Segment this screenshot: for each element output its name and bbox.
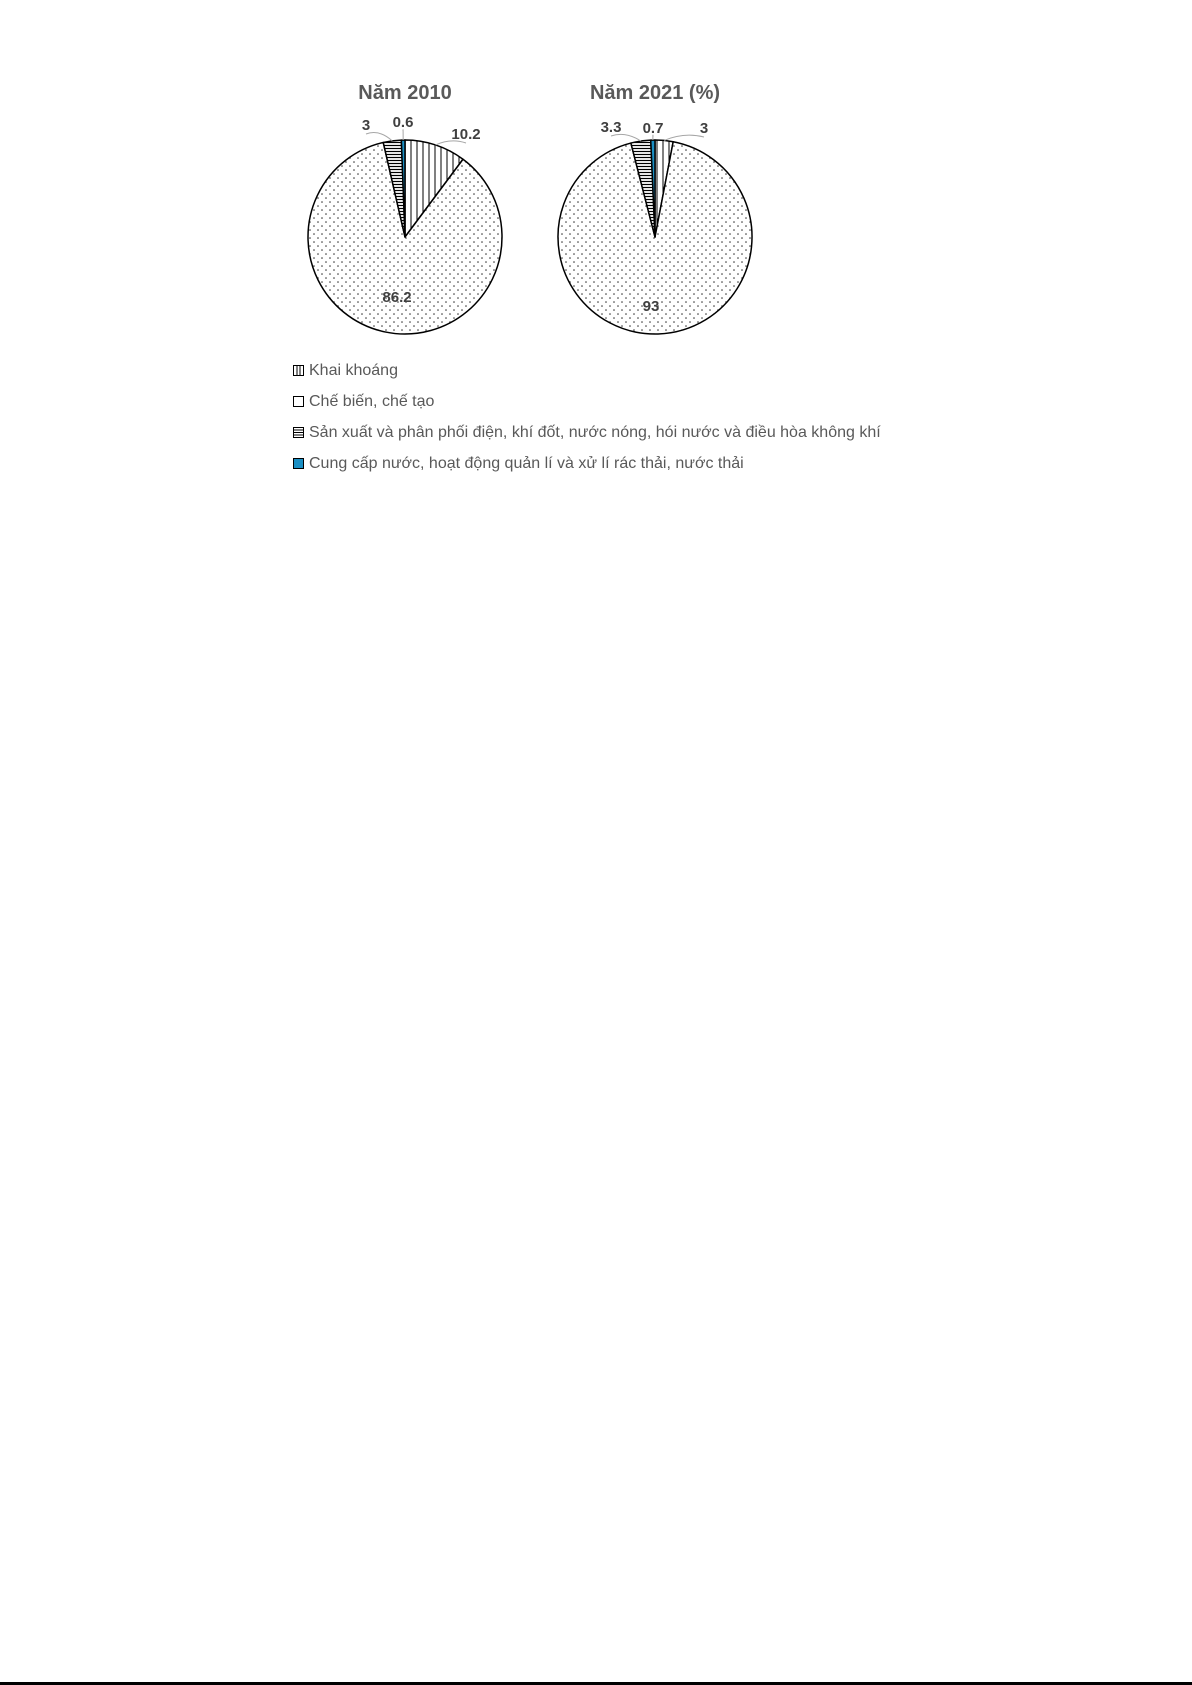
leader-line: [664, 135, 704, 140]
vertical-lines-swatch-icon: [293, 365, 304, 376]
dots-swatch-icon: [293, 396, 304, 407]
data-label: 3: [361, 117, 371, 134]
blue-swatch-icon: [293, 458, 304, 469]
pie-title: Năm 2010: [358, 82, 452, 104]
horizontal-lines-swatch-icon: [293, 427, 304, 438]
legend-label: Sản xuất và phân phối điện, khí đốt, nước nóng, hói nước và điều hòa không khí: [309, 423, 881, 441]
legend-label: Cung cấp nước, hoạt động quản lí và xử lí rác thải, nước thải: [309, 454, 744, 472]
data-label: 3: [699, 120, 709, 137]
data-label: 86.2: [382, 289, 412, 306]
legend-item-electricity: [293, 417, 881, 448]
data-label: 0.7: [642, 120, 664, 137]
data-label: 0.6: [392, 114, 414, 131]
legend-item-manufacturing: [293, 386, 881, 417]
legend-item-water: [293, 448, 881, 479]
data-label: 10.2: [451, 126, 481, 143]
data-label: 3.3: [600, 119, 622, 136]
legend-label: Chế biến, chế tạo: [309, 392, 435, 410]
pie-2021: [558, 82, 752, 334]
legend: [293, 355, 881, 479]
pie-title: Năm 2021 (%): [589, 82, 721, 104]
legend-label: Khai khoáng: [309, 361, 398, 379]
data-label: 93: [642, 298, 660, 315]
pie-2010: [308, 82, 502, 334]
legend-item-mining: [293, 355, 881, 386]
